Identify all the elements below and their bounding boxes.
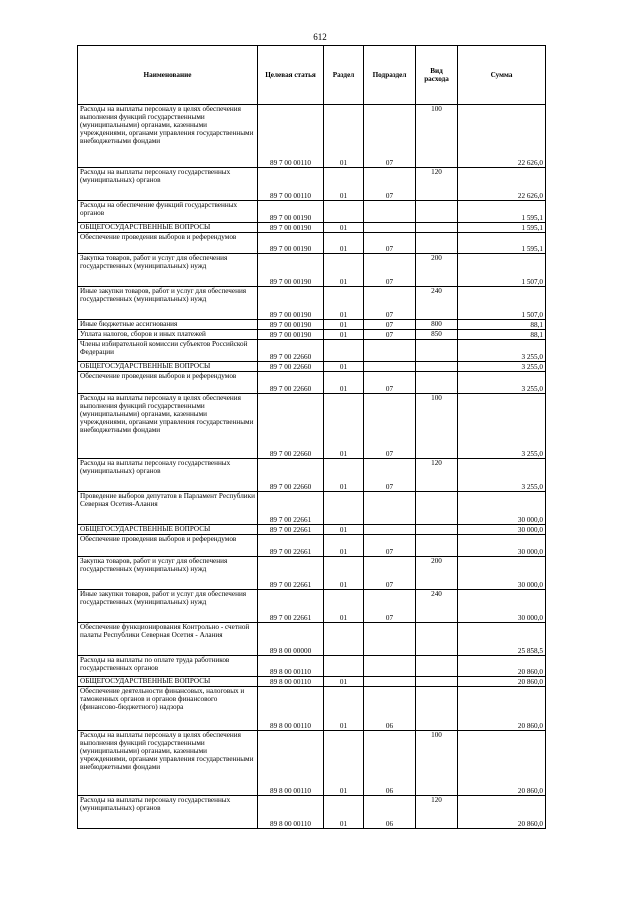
row-sum-cell: 3 255,0 <box>458 394 546 459</box>
row-subsection-cell: 07 <box>364 459 416 492</box>
row-name-cell: Уплата налогов, сборов и иных платежей <box>78 330 258 340</box>
row-name-cell: Иные закупки товаров, работ и услуг для обеспечения государственных (муниципальных) нужд <box>78 590 258 623</box>
row-subsection-cell <box>364 223 416 233</box>
row-subsection-cell: 07 <box>364 287 416 320</box>
row-kind-cell: 240 <box>416 287 458 320</box>
row-subsection-cell <box>364 525 416 535</box>
row-kind-cell: 100 <box>416 731 458 796</box>
row-kind-cell <box>416 362 458 372</box>
row-subsection-cell: 07 <box>364 330 416 340</box>
row-kind-cell <box>416 687 458 731</box>
row-section-cell: 01 <box>324 254 364 287</box>
row-section-cell: 01 <box>324 168 364 201</box>
row-kind-cell: 240 <box>416 590 458 623</box>
row-code-cell: 89 7 00 22660 <box>258 372 324 394</box>
row-name-cell: ОБЩЕГОСУДАРСТВЕННЫЕ ВОПРОСЫ <box>78 525 258 535</box>
row-code-cell: 89 7 00 22661 <box>258 492 324 525</box>
row-section-cell <box>324 492 364 525</box>
row-subsection-cell <box>364 201 416 223</box>
header-kind: Вид расхода <box>416 46 458 105</box>
row-name-cell: ОБЩЕГОСУДАРСТВЕННЫЕ ВОПРОСЫ <box>78 223 258 233</box>
table-row <box>78 287 546 320</box>
row-code-cell: 89 7 00 22661 <box>258 557 324 590</box>
row-subsection-cell: 06 <box>364 731 416 796</box>
row-subsection-cell: 06 <box>364 687 416 731</box>
row-sum-cell: 3 255,0 <box>458 459 546 492</box>
table-row <box>78 623 546 656</box>
table-row <box>78 590 546 623</box>
row-code-cell: 89 8 00 00110 <box>258 677 324 687</box>
row-sum-cell: 88,1 <box>458 330 546 340</box>
table-row <box>78 459 546 492</box>
row-sum-cell: 30 000,0 <box>458 557 546 590</box>
row-code-cell: 89 8 00 00000 <box>258 623 324 656</box>
row-name-cell: Расходы на выплаты персоналу государственных (муниципальных) органов <box>78 168 258 201</box>
row-code-cell: 89 7 00 22661 <box>258 535 324 557</box>
table-row <box>78 492 546 525</box>
row-name-cell: Расходы на выплаты персоналу в целях обеспечения выполнения функций государственными (муниципальными) органами, казенными учреждениями, органами управления государственными внебюджетными фондами <box>78 731 258 796</box>
table-row <box>78 340 546 362</box>
row-kind-cell: 200 <box>416 557 458 590</box>
row-subsection-cell <box>364 362 416 372</box>
row-subsection-cell <box>364 492 416 525</box>
row-code-cell: 89 7 00 00190 <box>258 287 324 320</box>
row-name-cell: Расходы на выплаты персоналу в целях обеспечения выполнения функций государственными (муниципальными) органами, казенными учреждениями, органами управления государственными внебюджетными фондами <box>78 394 258 459</box>
row-subsection-cell: 07 <box>364 590 416 623</box>
row-subsection-cell: 07 <box>364 535 416 557</box>
row-code-cell: 89 8 00 00110 <box>258 687 324 731</box>
row-kind-cell: 120 <box>416 459 458 492</box>
row-section-cell: 01 <box>324 459 364 492</box>
row-section-cell: 01 <box>324 557 364 590</box>
row-code-cell: 89 7 00 00110 <box>258 105 324 168</box>
row-kind-cell: 100 <box>416 105 458 168</box>
row-kind-cell <box>416 623 458 656</box>
row-subsection-cell: 07 <box>364 372 416 394</box>
row-kind-cell: 120 <box>416 168 458 201</box>
table-row <box>78 525 546 535</box>
table-row <box>78 233 546 254</box>
row-subsection-cell <box>364 340 416 362</box>
row-kind-cell <box>416 233 458 254</box>
header-subsection: Подраздел <box>364 46 416 105</box>
row-sum-cell: 1 595,1 <box>458 223 546 233</box>
page-number: 612 <box>313 32 327 42</box>
row-code-cell: 89 8 00 00110 <box>258 656 324 677</box>
row-code-cell: 89 7 00 22660 <box>258 459 324 492</box>
row-section-cell: 01 <box>324 105 364 168</box>
row-code-cell: 89 8 00 00110 <box>258 796 324 829</box>
row-subsection-cell <box>364 677 416 687</box>
row-kind-cell <box>416 535 458 557</box>
row-code-cell: 89 8 00 00110 <box>258 731 324 796</box>
row-kind-cell <box>416 677 458 687</box>
row-sum-cell: 20 860,0 <box>458 731 546 796</box>
row-kind-cell: 200 <box>416 254 458 287</box>
row-section-cell: 01 <box>324 320 364 330</box>
table-row <box>78 731 546 796</box>
row-name-cell: Закупка товаров, работ и услуг для обеспечения государственных (муниципальных) нужд <box>78 254 258 287</box>
budget-table <box>77 45 546 829</box>
row-subsection-cell: 07 <box>364 557 416 590</box>
row-kind-cell: 100 <box>416 394 458 459</box>
row-subsection-cell: 07 <box>364 254 416 287</box>
row-code-cell: 89 7 00 22661 <box>258 590 324 623</box>
row-section-cell: 01 <box>324 731 364 796</box>
table-row <box>78 254 546 287</box>
row-subsection-cell <box>364 656 416 677</box>
header-section: Раздел <box>324 46 364 105</box>
row-name-cell: Члены избирательной комиссии субъектов Российской Федерации <box>78 340 258 362</box>
row-section-cell: 01 <box>324 796 364 829</box>
row-sum-cell: 20 860,0 <box>458 656 546 677</box>
row-subsection-cell: 07 <box>364 394 416 459</box>
row-kind-cell <box>416 525 458 535</box>
row-subsection-cell: 07 <box>364 168 416 201</box>
row-name-cell: Проведение выборов депутатов в Парламент Республики Северная Осетия-Алания <box>78 492 258 525</box>
table-row <box>78 320 546 330</box>
row-name-cell: Иные бюджетные ассигнования <box>78 320 258 330</box>
table-row <box>78 656 546 677</box>
row-kind-cell <box>416 223 458 233</box>
row-subsection-cell: 07 <box>364 105 416 168</box>
row-kind-cell: 120 <box>416 796 458 829</box>
row-name-cell: Расходы на выплаты по оплате труда работников государственных органов <box>78 656 258 677</box>
row-sum-cell: 20 860,0 <box>458 796 546 829</box>
row-kind-cell <box>416 340 458 362</box>
row-name-cell: Обеспечение проведения выборов и референдумов <box>78 372 258 394</box>
table-row <box>78 362 546 372</box>
row-sum-cell: 30 000,0 <box>458 535 546 557</box>
row-section-cell: 01 <box>324 394 364 459</box>
header-code: Целевая статья <box>258 46 324 105</box>
row-code-cell: 89 7 00 00190 <box>258 254 324 287</box>
row-section-cell <box>324 623 364 656</box>
row-code-cell: 89 7 00 00190 <box>258 233 324 254</box>
row-code-cell: 89 7 00 22660 <box>258 394 324 459</box>
row-kind-cell <box>416 201 458 223</box>
row-sum-cell: 22 626,0 <box>458 105 546 168</box>
row-section-cell <box>324 201 364 223</box>
row-code-cell: 89 7 00 22661 <box>258 525 324 535</box>
row-sum-cell: 88,1 <box>458 320 546 330</box>
row-sum-cell: 30 000,0 <box>458 492 546 525</box>
row-section-cell: 01 <box>324 223 364 233</box>
row-name-cell: Расходы на выплаты персоналу государственных (муниципальных) органов <box>78 459 258 492</box>
row-name-cell: Закупка товаров, работ и услуг для обеспечения государственных (муниципальных) нужд <box>78 557 258 590</box>
table-row <box>78 796 546 829</box>
row-section-cell <box>324 656 364 677</box>
table-row <box>78 687 546 731</box>
row-sum-cell: 30 000,0 <box>458 525 546 535</box>
table-row <box>78 677 546 687</box>
row-code-cell: 89 7 00 00190 <box>258 320 324 330</box>
row-section-cell <box>324 340 364 362</box>
row-section-cell: 01 <box>324 330 364 340</box>
row-sum-cell: 3 255,0 <box>458 372 546 394</box>
row-code-cell: 89 7 00 00190 <box>258 330 324 340</box>
row-section-cell: 01 <box>324 287 364 320</box>
row-section-cell: 01 <box>324 362 364 372</box>
table-row <box>78 105 546 168</box>
row-name-cell: Обеспечение проведения выборов и референдумов <box>78 233 258 254</box>
row-sum-cell: 3 255,0 <box>458 362 546 372</box>
row-sum-cell: 1 507,0 <box>458 287 546 320</box>
table-row <box>78 223 546 233</box>
row-sum-cell: 30 000,0 <box>458 590 546 623</box>
row-code-cell: 89 7 00 22660 <box>258 340 324 362</box>
table-row <box>78 330 546 340</box>
row-name-cell: Обеспечение деятельности финансовых, налоговых и таможенных органов и органов финансового (финансово-бюджетного) надзора <box>78 687 258 731</box>
row-sum-cell: 3 255,0 <box>458 340 546 362</box>
row-sum-cell: 20 860,0 <box>458 677 546 687</box>
table-row <box>78 394 546 459</box>
row-code-cell: 89 7 00 00110 <box>258 168 324 201</box>
table-row <box>78 557 546 590</box>
table-row <box>78 168 546 201</box>
row-kind-cell: 800 <box>416 320 458 330</box>
row-kind-cell <box>416 492 458 525</box>
row-name-cell: Расходы на выплаты персоналу в целях обеспечения выполнения функций государственными (муниципальными) органами, казенными учреждениями, органами управления государственными внебюджетными фондами <box>78 105 258 168</box>
row-name-cell: Иные закупки товаров, работ и услуг для обеспечения государственных (муниципальных) нужд <box>78 287 258 320</box>
row-section-cell: 01 <box>324 525 364 535</box>
row-sum-cell: 1 595,1 <box>458 201 546 223</box>
row-section-cell: 01 <box>324 372 364 394</box>
row-name-cell: Обеспечение функционирования Контрольно - счетной палаты Республики Северная Осетия - Алания <box>78 623 258 656</box>
row-code-cell: 89 7 00 22660 <box>258 362 324 372</box>
row-subsection-cell: 07 <box>364 233 416 254</box>
row-code-cell: 89 7 00 00190 <box>258 223 324 233</box>
row-section-cell: 01 <box>324 535 364 557</box>
row-kind-cell <box>416 656 458 677</box>
row-name-cell: ОБЩЕГОСУДАРСТВЕННЫЕ ВОПРОСЫ <box>78 677 258 687</box>
row-name-cell: Расходы на обеспечение функций государственных органов <box>78 201 258 223</box>
row-name-cell: Расходы на выплаты персоналу государственных (муниципальных) органов <box>78 796 258 829</box>
row-section-cell: 01 <box>324 687 364 731</box>
row-section-cell: 01 <box>324 590 364 623</box>
row-section-cell: 01 <box>324 677 364 687</box>
header-sum: Сумма <box>458 46 546 105</box>
row-section-cell: 01 <box>324 233 364 254</box>
row-code-cell: 89 7 00 00190 <box>258 201 324 223</box>
row-subsection-cell: 07 <box>364 320 416 330</box>
row-sum-cell: 1 595,1 <box>458 233 546 254</box>
table-row <box>78 372 546 394</box>
table-row <box>78 535 546 557</box>
row-sum-cell: 25 858,5 <box>458 623 546 656</box>
row-sum-cell: 20 860,0 <box>458 687 546 731</box>
row-subsection-cell: 06 <box>364 796 416 829</box>
row-sum-cell: 22 626,0 <box>458 168 546 201</box>
row-sum-cell: 1 507,0 <box>458 254 546 287</box>
row-name-cell: Обеспечение проведения выборов и референдумов <box>78 535 258 557</box>
table-row <box>78 201 546 223</box>
row-subsection-cell <box>364 623 416 656</box>
row-name-cell: ОБЩЕГОСУДАРСТВЕННЫЕ ВОПРОСЫ <box>78 362 258 372</box>
row-kind-cell <box>416 372 458 394</box>
header-name: Наименование <box>78 46 258 105</box>
row-kind-cell: 850 <box>416 330 458 340</box>
table-header-row <box>78 46 546 105</box>
